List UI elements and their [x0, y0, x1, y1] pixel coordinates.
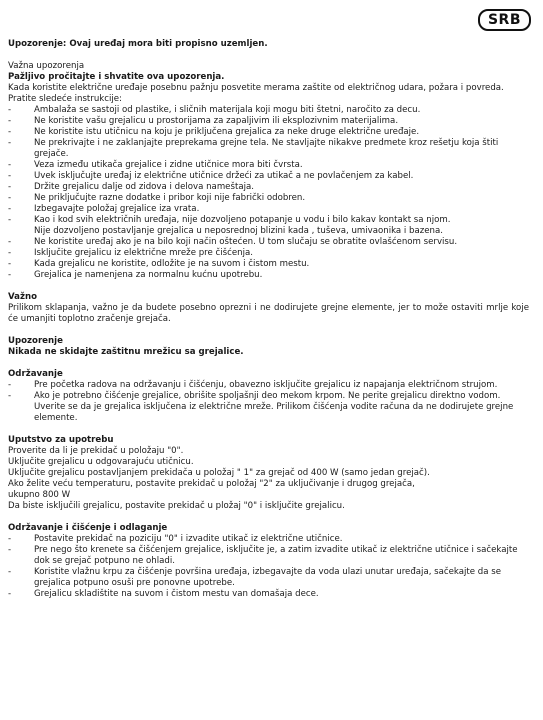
odrzavanje-section — [8, 369, 529, 424]
list-item: - Pre nego što krenete sa čišćenjem grejalice, isključite je, a zatim izvadite utikač iz električne utičnice i sačekajte dok se grejač potpuno ne ohladi. — [8, 545, 529, 567]
list-item: - Kao i kod svih električnih uređaja, nije dozvoljeno potapanje u vodu i bilo kakav kontakt sa njom. — [8, 215, 529, 226]
list-item: - Ne priključujte razne dodatke i pribor koji nije fabrički odobren. — [8, 193, 529, 204]
list-item: - Uvek isključujte uređaj iz električne utičnice držeći za utikač a ne povlačenjem za kabel. — [8, 171, 529, 182]
manual-content — [8, 39, 529, 611]
list-item: - Grejalica je namenjena za normalnu kućnu upotrebu. — [8, 270, 529, 281]
important-warnings-section — [8, 61, 529, 281]
important-title: Važna upozorenja — [8, 61, 85, 71]
upozorenje-text: Nikada ne skidajte zaštitnu mrežicu sa grejalice. — [8, 347, 244, 357]
ciscenje-section — [8, 523, 529, 600]
vazno-text: Prilikom sklapanja, važno je da budete posebno oprezni i ne dodirujete grejne elemente, jer to može ostaviti mrlje koje će umanjiti toplotno zračenje grejača. — [8, 303, 529, 324]
upozorenje-section — [8, 336, 529, 358]
vazno-section — [8, 292, 529, 325]
list-item: - Isključite grejalicu iz električne mreže pre čišćenja. — [8, 248, 529, 259]
language-badge: SRB — [478, 9, 531, 31]
list-item: - Kada grejalicu ne koristite, odložite je na suvom i čistom mestu. — [8, 259, 529, 270]
important-intro: Kada koristite električne uređaje posebnu pažnju posvetite merama zaštite od električnog udara, požara i povreda. — [8, 83, 504, 93]
uputstvo-line: Proverite da li je prekidač u položaju "0". — [8, 446, 184, 456]
list-item-continuation: Nije dozvoljeno postavljanje grejalica u neposrednoj blizini kada , tuševa, umivaonika i bazena. — [34, 226, 443, 236]
uputstvo-section — [8, 435, 529, 512]
uputstvo-line: Ako želite veću temperaturu, postavite prekidač u položaj "2" za uključivanje i drugog grejača, — [8, 479, 415, 489]
odrzavanje-list — [8, 380, 529, 424]
important-follow: Pratite sledeće instrukcije: — [8, 94, 122, 104]
list-item: - Grejalicu skladištite na suvom i čistom mestu van domašaja dece. — [8, 589, 529, 600]
list-item: - Držite grejalicu dalje od zidova i delova nameštaja. — [8, 182, 529, 193]
upozorenje-title: Upozorenje — [8, 336, 63, 346]
important-list — [8, 105, 529, 226]
ground-warning-section — [8, 39, 529, 50]
list-item: - Ne koristite istu utičnicu na koju je priključena grejalica za neke druge električne uređaje. — [8, 127, 529, 138]
list-item: - Izbegavajte položaj grejalice iza vrata. — [8, 204, 529, 215]
list-item: - Pre početka radova na održavanju i čišćenju, obavezno isključite grejalicu iz napajanja električnom strujom. — [8, 380, 529, 391]
list-item: - Ne prekrivajte i ne zaklanjajte preprekama grejne tela. Ne stavljajte nikakve predmete kroz rešetju koja štiti grejače. — [8, 138, 529, 160]
list-item: - Ne koristite vašu grejalicu u prostorijama za zapaljivim ili eksplozivnim materijalima. — [8, 116, 529, 127]
list-item: - Koristite vlažnu krpu za čišćenje površina uređaja, izbegavajte da voda ulazi unutar uređaja, sačekajte da se grejalica potpuno osuši pre ponovne upotrebe. — [8, 567, 529, 589]
ciscenje-title: Održavanje i čišćenje i odlaganje — [8, 523, 168, 533]
uputstvo-line: Uključite grejalicu u odgovarajuću utičnicu. — [8, 457, 194, 467]
list-item: - Ne koristite uređaj ako je na bilo koji način oštećen. U tom slučaju se obratite ovlašćenom servisu. — [8, 237, 529, 248]
list-item: - Ambalaža se sastoji od plastike, i sličnih materijala koji mogu biti štetni, naročito za decu. — [8, 105, 529, 116]
odrzavanje-title: Održavanje — [8, 369, 63, 379]
ciscenje-list — [8, 534, 529, 600]
ground-warning: Upozorenje: Ovaj uređaj mora biti propisno uzemljen. — [8, 39, 268, 49]
important-subtitle: Pažljivo pročitajte i shvatite ova upozorenja. — [8, 72, 225, 82]
uputstvo-line: Da biste isključili grejalicu, postavite prekidač u pložaj "0" i isključite grejalicu. — [8, 501, 345, 511]
list-item: - Veza između utikača grejalice i zidne utičnice mora biti čvrsta. — [8, 160, 529, 171]
list-item: - Ako je potrebno čišćenje grejalice, obrišite spoljašnji deo mekom krpom. Ne perite grejalicu direktno vodom. Uverite se da je grejalica isključena iz električne mreže. Prilikom čišćenja vodite računa da ne dodirujete grejne elemente. — [8, 391, 529, 424]
uputstvo-line: Uključite grejalicu postavljanjem prekidača u položaj " 1" za grejač od 400 W (samo jedan grejač). — [8, 468, 430, 478]
uputstvo-line: ukupno 800 W — [8, 490, 71, 500]
list-item: - Postavite prekidač na poziciju "0" i izvadite utikač iz električne utičnice. — [8, 534, 529, 545]
important-list-continued — [8, 237, 529, 281]
vazno-title: Važno — [8, 292, 38, 302]
uputstvo-title: Uputstvo za upotrebu — [8, 435, 114, 445]
